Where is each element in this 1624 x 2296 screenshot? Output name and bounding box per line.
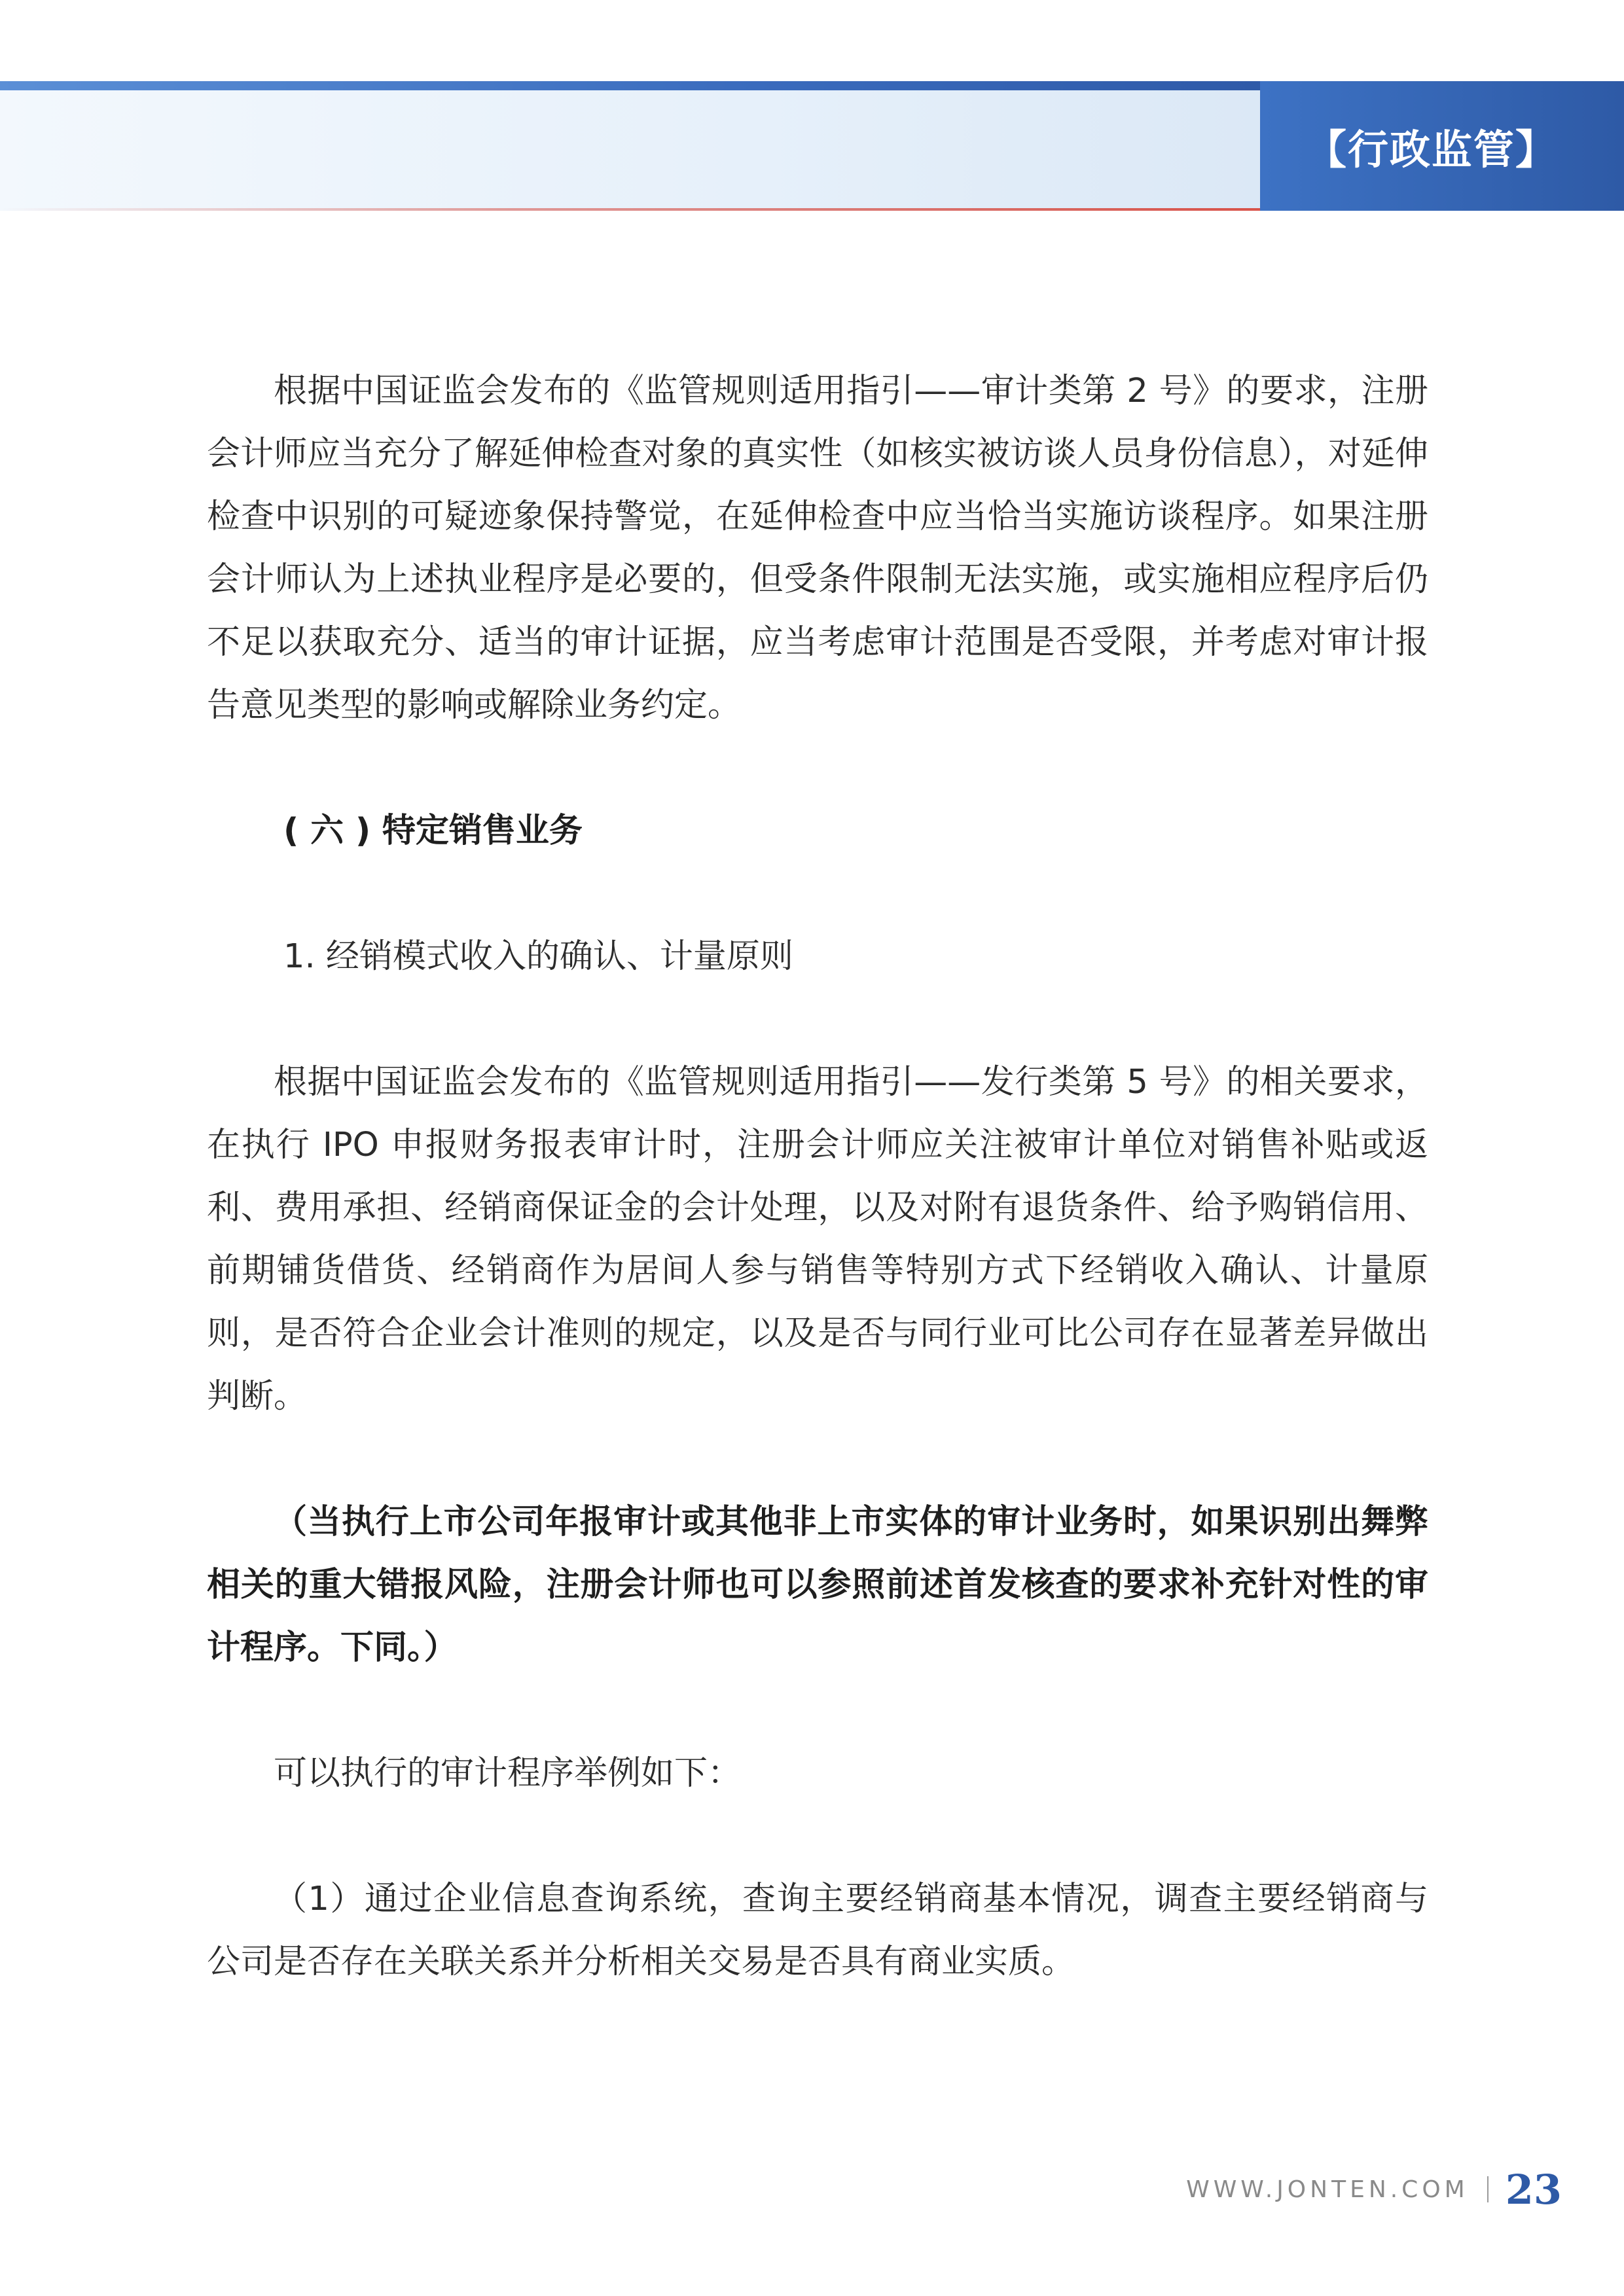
page-footer	[1186, 2160, 1562, 2219]
section-tag: 【行政监管】	[1306, 125, 1558, 173]
paragraph-issuance-guideline-5: 根据中国证监会发布的《监管规则适用指引——发行类第 5 号》的相关要求，在执行 IPO 申报财务报表审计时，注册会计师应关注被审计单位对销售补贴或返利、费用承担、经销商保证金的会计处理，以及对附有退货条件、给予购销信用、前期铺货借货、经销商作为居间人参与销售等特别方式下经销收入确认、计量原则，是否符合企业会计准则的规定，以及是否与同行业可比公司存在显著差异做出判断。	[207, 1063, 1428, 1416]
footer-divider	[1487, 2176, 1489, 2202]
paragraph-audit-guideline-2: 根据中国证监会发布的《监管规则适用指引——审计类第 2 号》的要求，注册会计师应当充分了解延伸检查对象的真实性（如核实被访谈人员身份信息），对延伸检查中识别的可疑迹象保持警觉，在延伸检查中应当恰当实施访谈程序。如果注册会计师认为上述执业程序是必要的，但受条件限制无法实施，或实施相应程序后仍不足以获取充分、适当的审计证据，应当考虑审计范围是否受限，并考虑对审计报告意见类型的影响或解除业务约定。	[207, 372, 1428, 725]
header-red-rule	[0, 208, 1260, 211]
paragraph-procedures-intro: 可以执行的审计程序举例如下：	[274, 1754, 742, 1793]
main-content	[207, 360, 1428, 1994]
spacer	[207, 988, 1428, 1051]
subsection-heading-1: 1. 经销模式收入的确认、计量原则	[283, 937, 793, 976]
spacer	[207, 1679, 1428, 1742]
spacer	[207, 1428, 1428, 1491]
spacer	[207, 1805, 1428, 1868]
spacer	[207, 863, 1428, 925]
page-number: 23	[1505, 2165, 1562, 2214]
paragraph-procedure-1: （1）通过企业信息查询系统，查询主要经销商基本情况，调查主要经销商与公司是否存在关联关系并分析相关交易是否具有商业实质。	[207, 1880, 1428, 1981]
header-accent-line	[0, 81, 1260, 90]
section-heading-6: ( 六 ) 特定销售业务	[283, 812, 583, 850]
spacer	[207, 737, 1428, 800]
footer-website: WWW.JONTEN.COM	[1186, 2176, 1469, 2203]
header-band	[0, 90, 1260, 211]
section-tag-box	[1260, 81, 1624, 211]
paragraph-bold-note: （当执行上市公司年报审计或其他非上市实体的审计业务时，如果识别出舞弊相关的重大错报风险，注册会计师也可以参照前述首发核查的要求补充针对性的审计程序。下同。）	[207, 1503, 1428, 1667]
